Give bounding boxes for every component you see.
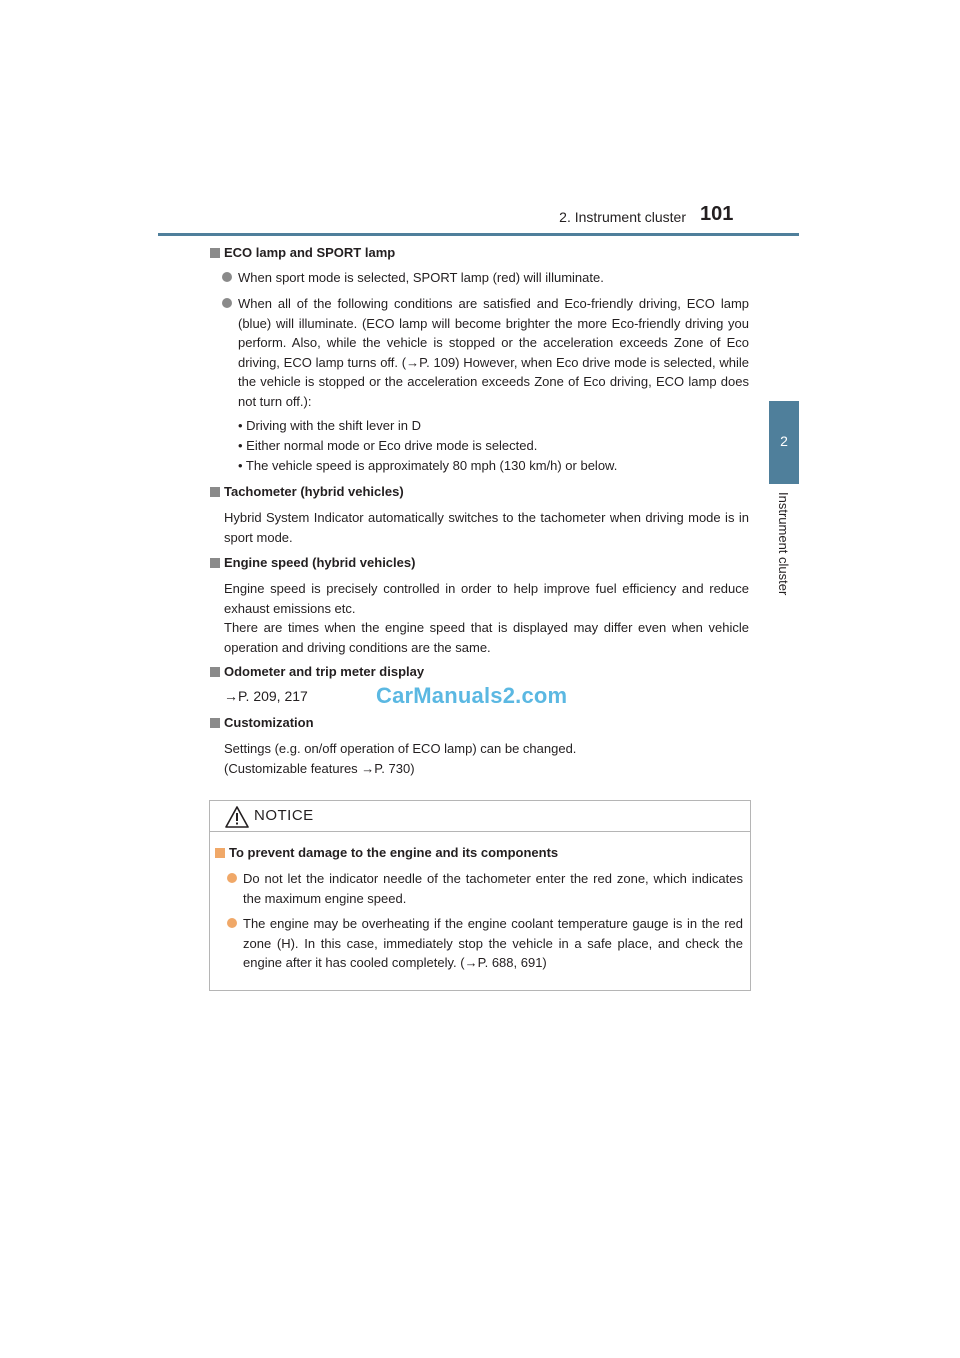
bullet-dot-icon — [227, 918, 237, 928]
notice-heading: To prevent damage to the engine and its components — [215, 845, 558, 860]
heading-tachometer: Tachometer (hybrid vehicles) — [210, 484, 404, 499]
square-bullet-icon — [210, 558, 220, 568]
square-bullet-icon — [210, 667, 220, 677]
square-bullet-icon — [210, 718, 220, 728]
watermark: CarManuals2.com — [376, 683, 568, 708]
notice-bullet-redzone: Do not let the indicator needle of the tachometer enter the red zone, which indicates the maximum engine speed. — [227, 869, 743, 908]
sub-item: • Either normal mode or Eco drive mode is selected. — [238, 438, 538, 453]
bullet-sport-lamp: When sport mode is selected, SPORT lamp (red) will illuminate. — [222, 268, 749, 288]
square-bullet-icon — [215, 848, 225, 858]
bullet-dot-icon — [222, 298, 232, 308]
odometer-page-ref: →P. 209, 217 — [224, 688, 308, 704]
bullet-dot-icon — [227, 873, 237, 883]
notice-bullet-overheating: The engine may be overheating if the engine coolant temperature gauge is in the red zone (H). In this case, immediately stop the vehicle in a safe place, and check the engine after it has cooled completely. (→P. 688, 691) — [227, 914, 743, 973]
paragraph-engine-speed: Engine speed is precisely controlled in order to help improve fuel efficiency and reduce exhaust emissions etc. There are times when the engine speed that is displayed may differ even when vehicle operation and driving conditions are the same. — [224, 581, 749, 655]
warning-triangle-icon — [225, 806, 249, 828]
bullet-eco-lamp: When all of the following conditions are satisfied and Eco-friendly driving, ECO lamp (blue) will illuminate. (ECO lamp will become brighter the more Eco-friendly driving you perform. Also, while the vehicle is stopped or the acceleration exceeds Zone of Eco driving, ECO lamp turns off. (→P. 109) However, when Eco drive mode is selected, while the vehicle is stopped or the acceleration exceeds Zone of Eco driving, ECO lamp does not turn off.): — [222, 294, 749, 411]
sub-item: • Driving with the shift lever in D — [238, 418, 422, 433]
section-title: 2. Instrument cluster — [559, 209, 686, 225]
square-bullet-icon — [210, 487, 220, 497]
page-number: 101 — [700, 203, 734, 225]
bullet-dot-icon — [222, 272, 232, 282]
heading-engine-speed: Engine speed (hybrid vehicles) — [210, 555, 415, 570]
notice-divider — [210, 831, 750, 832]
heading-customization: Customization — [210, 715, 314, 730]
paragraph-tachometer: Hybrid System Indicator automatically switches to the tachometer when driving mode is in sport mode. — [224, 510, 749, 545]
heading-odometer: Odometer and trip meter display — [210, 664, 424, 679]
square-bullet-icon — [210, 248, 220, 258]
paragraph-customization: Settings (e.g. on/off operation of ECO lamp) can be changed. (Customizable features →P. 730) — [224, 741, 577, 776]
notice-label: NOTICE — [254, 807, 314, 824]
chapter-name: Instrument cluster — [776, 492, 791, 596]
sub-item: • The vehicle speed is approximately 80 mph (130 km/h) or below. — [238, 458, 618, 473]
chapter-number: 2 — [780, 433, 788, 449]
heading-eco-sport: ECO lamp and SPORT lamp — [210, 245, 395, 260]
header-rule — [158, 233, 799, 236]
